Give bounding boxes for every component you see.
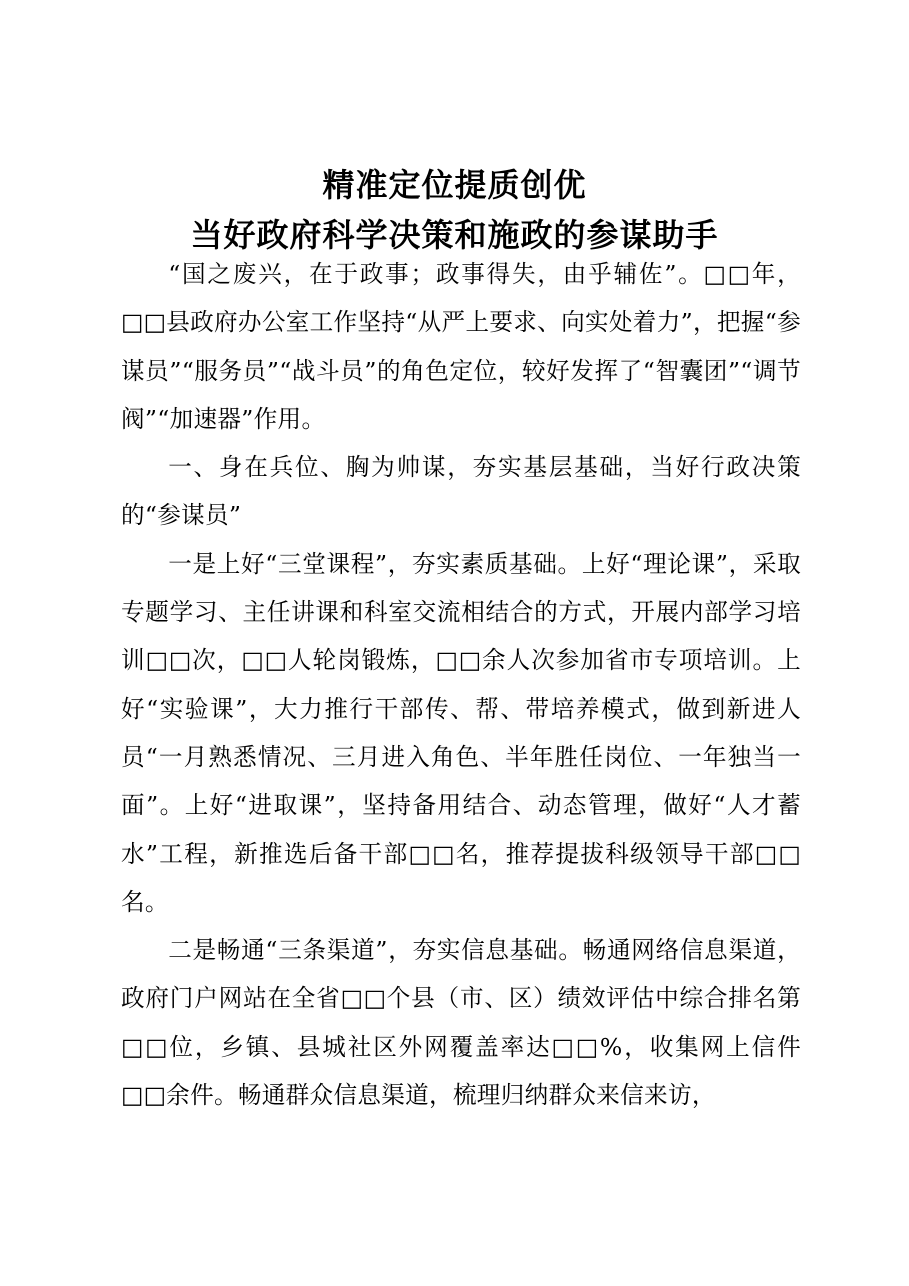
document-title-line2: 当好政府科学决策和施政的参谋助手 — [190, 216, 719, 254]
document-title-line1: 精准定位提质创优 — [322, 166, 587, 204]
section-heading-1: 一、身在兵位、胸为帅谋，夯实基层基础，当好行政决策的“参谋员” — [121, 453, 801, 530]
paragraph-point-1: 一是上好“三堂课程”，夯实素质基础。上好“理论课”，采取专题学习、主任讲课和科室交流相结合的方式，开展内部学习培训□□次，□□人轮岗锻炼，□□余人次参加省市专项培训。上好“实验课”，大力推行干部传、帮、带培养模式，做到新进人员“一月熟悉情况、三月进入角色、半年胜任岗位、一年独当一面”。上好“进取课”，坚持备用结合、动态管理，做好“人才蓄水”工程，新推选后备干部□□名，推荐提拔科级领导干部□□名。 — [121, 549, 801, 916]
paragraph-point-2: 二是畅通“三条渠道”，夯实信息基础。畅通网络信息渠道，政府门户网站在全省□□个县（市、区）绩效评估中综合排名第□□位，乡镇、县城社区外网覆盖率达□□%，收集网上信件□□余件。畅通群众信息渠道，梳理归纳群众来信来访， — [121, 936, 801, 1110]
paragraph-intro: “国之废兴，在于政事；政事得失，由乎辅佐”。□□年，□□县政府办公室工作坚持“从严上要求、向实处着力”，把握“参谋员”“服务员”“战斗员”的角色定位，较好发挥了“智囊团”“调节阀”“加速器”作用。 — [121, 260, 801, 433]
document-body — [121, 250, 801, 1119]
